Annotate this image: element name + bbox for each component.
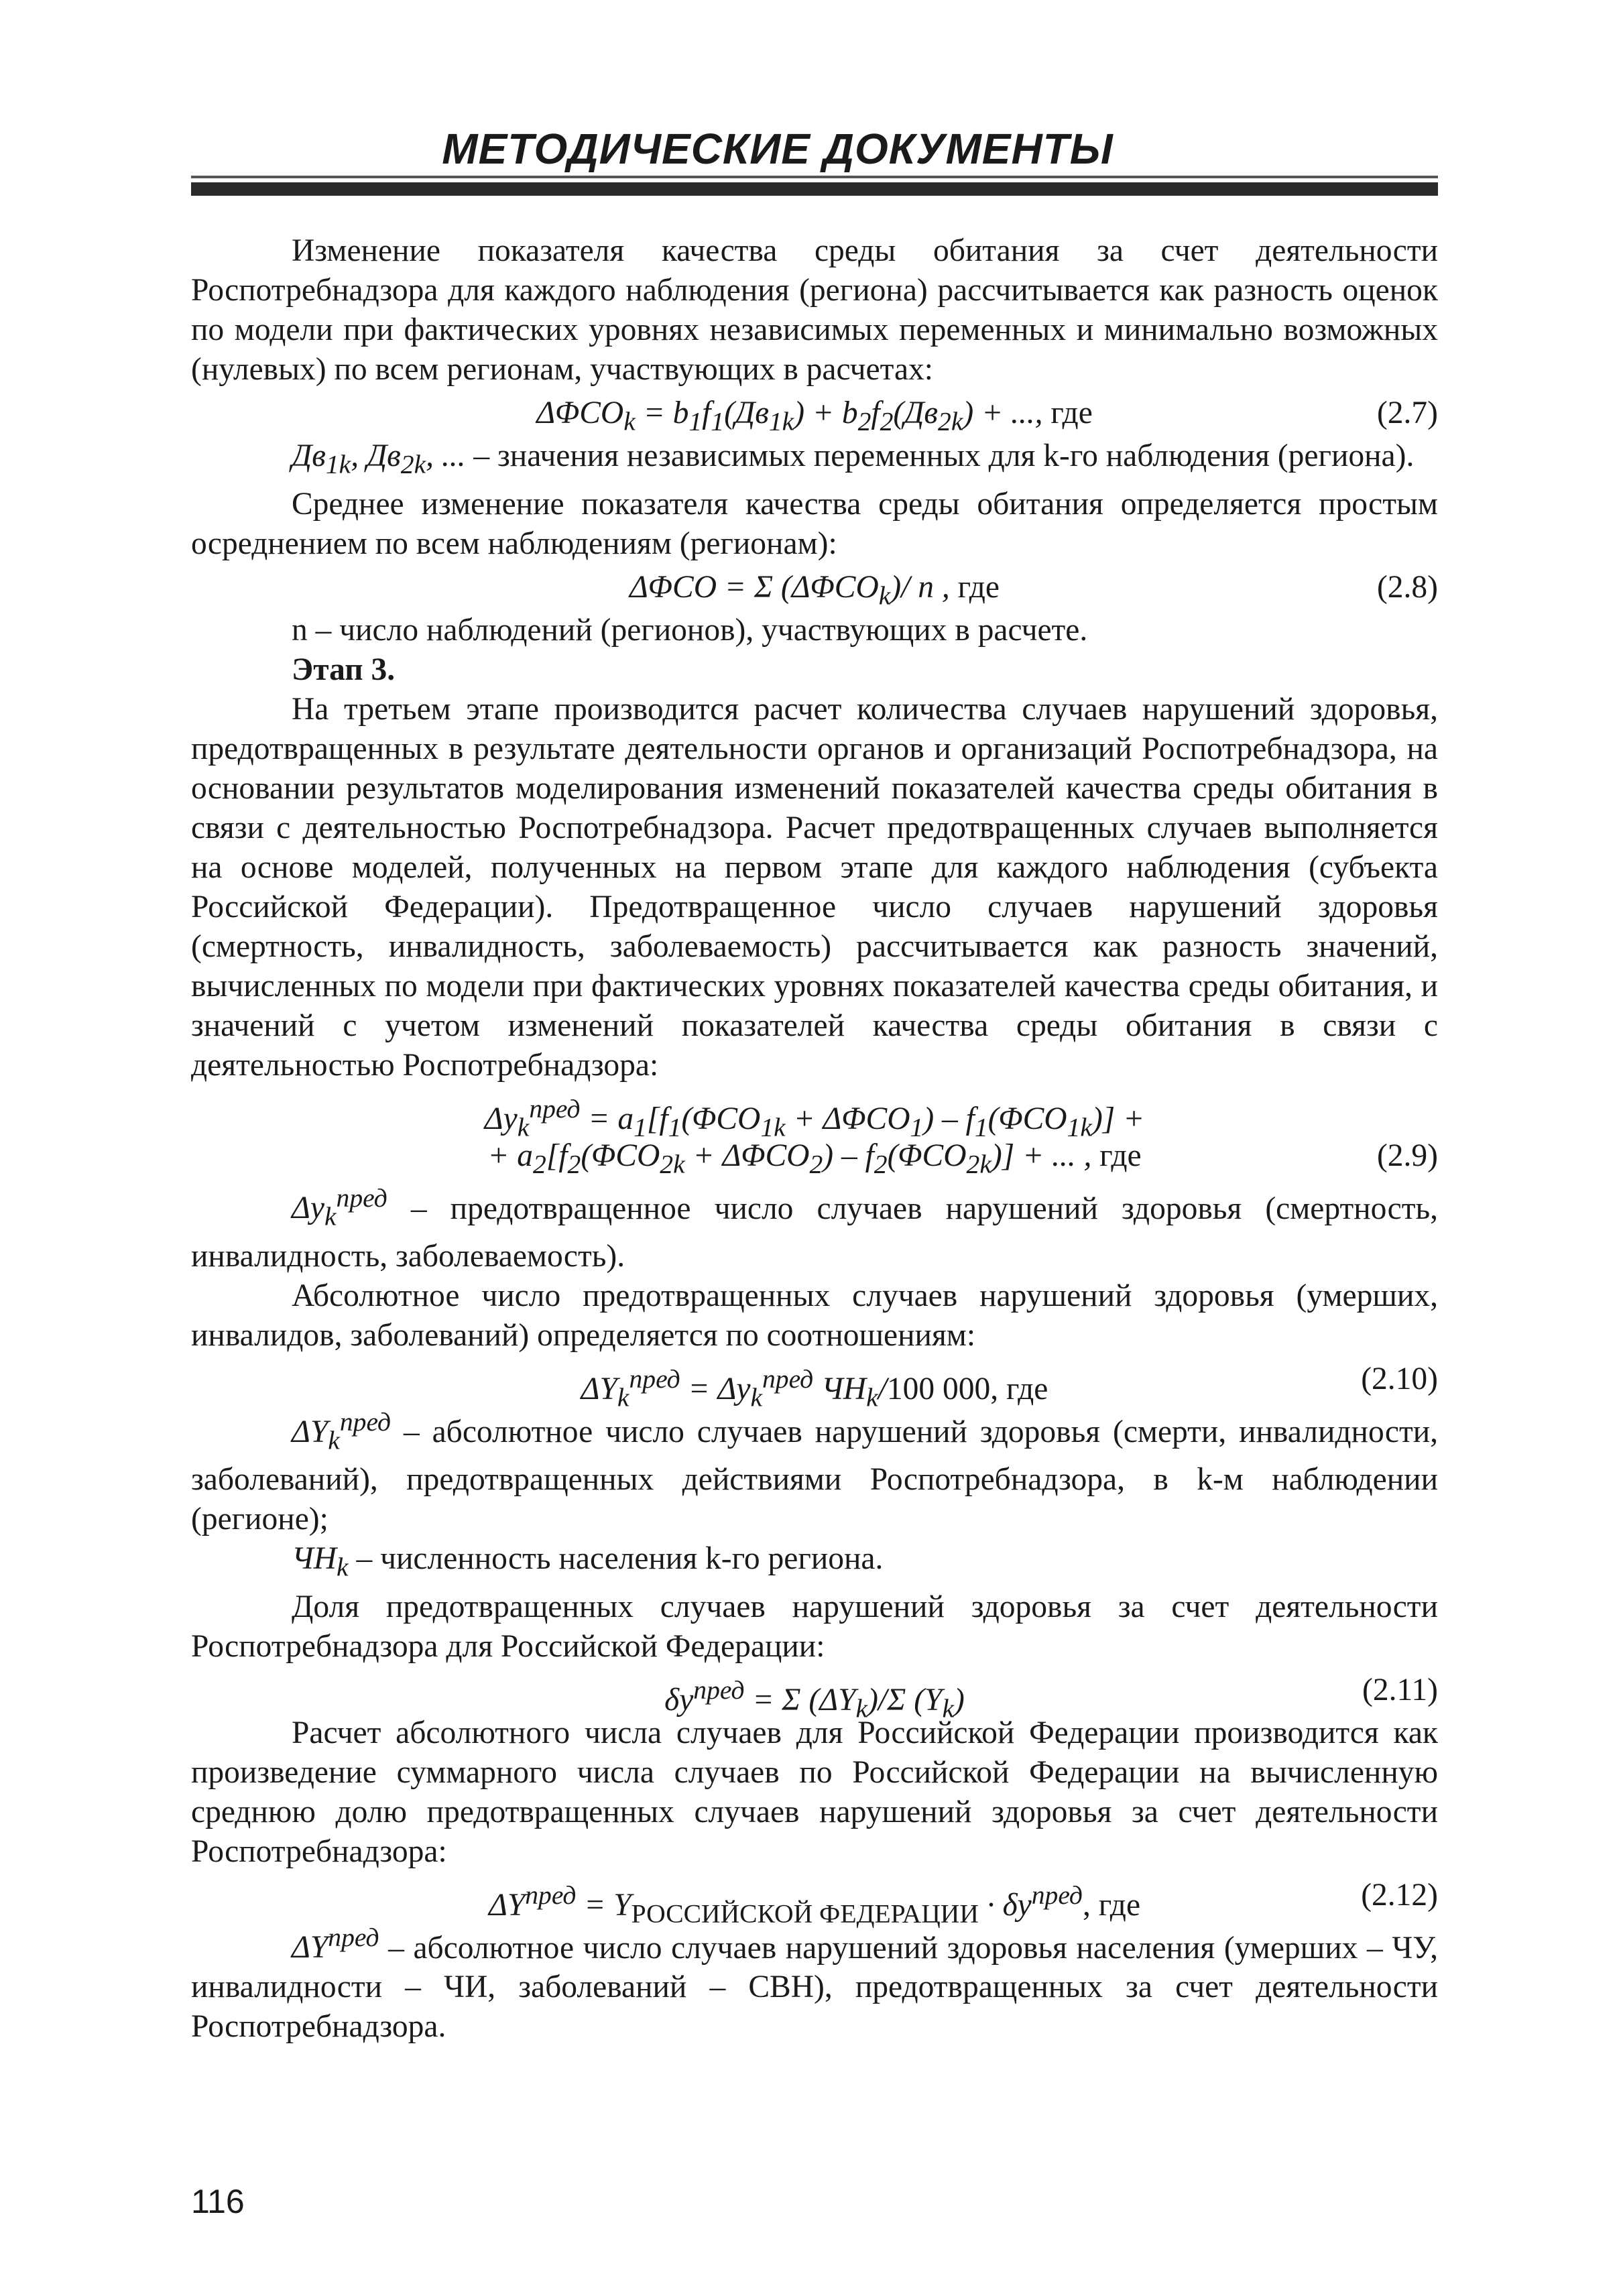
paragraph-7: Абсолютное число предотвращенных случаев нарушений здоровья (умерших, инвалидов, заболеваний) определяется по соотношениям:: [191, 1278, 1438, 1353]
stage-3-heading: Этап 3.: [292, 652, 396, 687]
formula-2-12: $\Delta Y^{пред} = Y_{РОССИЙСКОЙ ФЕДЕРАЦИИ} \cdot \delta y^{пред}$, где (2.12): [191, 1872, 1438, 1919]
formula-2-7: $\Delta\Phi СО_k = b_1f_1(Дв_{1k}) + b_2f_2(Дв_{2k})$ + ..., где (2.7): [191, 389, 1438, 436]
paragraph-10: Доля предотвращенных случаев нарушений здоровья за счет деятельности Роспотребнадзора для Российской Федерации:: [191, 1589, 1438, 1664]
paragraph-8: $\Delta Y_k^{пред}$ – абсолютное число случаев нарушений здоровья (смерти, инвалидности, заболеваний), предотвращенных действиями Роспотребнадзора, в k-м наблюдении (регионе);: [191, 1406, 1439, 1537]
document-body: [191, 231, 1438, 2047]
formula-2-9-number: (2.9): [1376, 1138, 1438, 1173]
paragraph-9-text: – численность населения k-го региона.: [348, 1541, 884, 1577]
page-header: [191, 124, 1438, 174]
formula-2-10: $\Delta Y_k^{пред} = \Delta y_k^{пред}$ $ЧН_k/100$ 000, где (2.10): [191, 1355, 1438, 1402]
paragraph-8-text: – абсолютное число случаев нарушений здоровья (смерти, инвалидности, заболеваний), предотвращенных действиями Роспотребнадзора, в k-м наблюдении (регионе);: [191, 1414, 1439, 1537]
formula-2-12-number: (2.12): [1361, 1877, 1438, 1913]
paragraph-3: Среднее изменение показателя качества среды обитания определяется простым осреднением по всем наблюдениям (регионам):: [191, 486, 1438, 561]
formula-2-8-number: (2.8): [1376, 569, 1438, 605]
header-rule-thin: [191, 176, 1438, 178]
formula-2-10-number: (2.10): [1361, 1361, 1438, 1396]
paragraph-2-text: – значения независимых переменных для k-го наблюдения (региона).: [465, 438, 1415, 473]
formula-2-8: ΔΦСО = Σ $(\Delta\Phi СО_k)/$ n , где (2.8): [191, 564, 1438, 611]
formula-2-11: $\delta y^{пред} = \Sigma$ $(\Delta Y_k)/\Sigma$ $(Y_k)$ (2.11): [191, 1667, 1438, 1713]
paragraph-2: $Дв_{1k}$, $Дв_{2k}$, ... – значения независимых переменных для k-го наблюдения (региона).: [292, 438, 1415, 479]
paragraph-11: Расчет абсолютного числа случаев для Российской Федерации производится как произведение суммарного числа случаев по Российской Федерации на вычисленную среднюю долю предотвращенных случаев нарушений здоровья за счет деятельности Роспотребнадзора:: [191, 1715, 1438, 1869]
header-rule: [191, 182, 1438, 196]
header-title: МЕТОДИЧЕСКИЕ ДОКУМЕНТЫ: [442, 125, 1114, 173]
formula-2-11-number: (2.11): [1362, 1672, 1438, 1707]
paragraph-6-text: – предотвращенное число случаев нарушений здоровья (смертность, инвалидность, заболеваемость).: [191, 1191, 1438, 1274]
paragraph-12: $\Delta Y^{пред}$ – абсолютное число случаев нарушений здоровья населения (умерших – ЧУ, инвалидности – ЧИ, заболеваний – СВН), предотвращенных за счет деятельности Роспотребнадзора.: [191, 1923, 1438, 2045]
paragraph-1: Изменение показателя качества среды обитания за счет деятельности Роспотребнадзора для каждого наблюдения (региона) рассчитывается как разность оценок по модели при фактических уровнях независимых переменных и минимально возможных (нулевых) по всем регионам, участвующих в расчетах:: [191, 233, 1438, 387]
paragraph-5: На третьем этапе производится расчет количества случаев нарушений здоровья, предотвращенных в результате деятельности органов и организаций Роспотребнадзора, на основании результатов моделирования изменений показателей качества среды обитания в связи с деятельностью Роспотребнадзора. Расчет предотвращенных случаев выполняется на основе моделей, полученных на первом этапе для каждого наблюдения (субъекта Российской Федерации). Предотвращенное число случаев нарушений здоровья (смертность, инвалидность, заболеваемость) рассчитывается как разность значений, вычисленных по модели при фактических уровнях показателей качества среды обитания, и значений с учетом изменений показателей качества среды обитания в связи с деятельностью Роспотребнадзора:: [191, 691, 1438, 1083]
page-number: 116: [191, 2183, 245, 2220]
paragraph-4: n – число наблюдений (регионов), участвующих в расчете.: [292, 612, 1088, 648]
formula-2-9-line1: $\Delta y_k^{пред} = a_1[f_1(\Phi СО_{1k} + \Delta\Phi СО_1) - f_1(\Phi СО_{1k})]$ +: [484, 1093, 1145, 1142]
paragraph-12-text: – абсолютное число случаев нарушений здоровья населения (умерших – ЧУ, инвалидности – ЧИ, заболеваний – СВН), предотвращенных за счет деятельности Роспотребнадзора.: [191, 1930, 1438, 2045]
formula-2-7-number: (2.7): [1376, 396, 1438, 430]
paragraph-9: $ЧН_k$ – численность населения k-го региона.: [292, 1541, 884, 1582]
formula-2-9-line2: + $a_2[f_2(\Phi СО_{2k} + \Delta\Phi СО_2) - f_2(\Phi СО_{2k})]$ + ... , где (2.9): [191, 1132, 1438, 1179]
paragraph-6: $\Delta y_k^{пред}$ – предотвращенное число случаев нарушений здоровья (смертность, инвалидность, заболеваемость).: [191, 1183, 1438, 1274]
